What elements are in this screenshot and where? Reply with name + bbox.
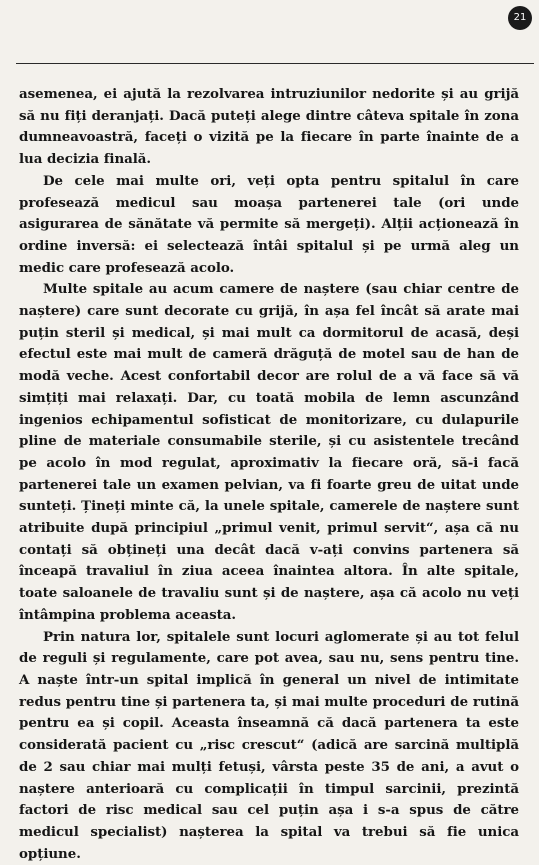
paragraph-birth-rooms: Multe spitale au acum camere de naștere (sau chiar centre de naștere) care sunt decorate cu grijă, în așa fel încât să arate mai puțin steril și medical, și mai mult ca dormitorul de acasă, deși efectul este mai mult de cameră drăguță de motel sau de han de modă veche. Acest confortabil decor are rolul de a vă face să vă simțiți mai relaxați. Dar, cu toată mobila de lemn ascunzând ingenios echipamentul sofisticat de monitorizare, cu dulapurile pline de materiale consumabile sterile, și cu asistentele trecând pe acolo în mod regulat, aproximativ la fiecare oră, să-i facă partenerei tale un examen pelvian, va fi foarte greu de uitat unde sunteți. Țineți minte că, la unele spitale, camerele de naștere sunt atribuite după principiul „primul venit, primul servit“, așa că nu contați să obțineți una decât dacă v-ați convins partenera să înceapă travaliul în ziua aceea înaintea altora. În alte spitale, toate saloanele de travaliu sunt și de naștere, așa că acolo nu veți întâmpina problema aceasta. [19, 281, 519, 623]
paragraph-hospital-choice: De cele mai multe ori, veți opta pentru spitalul în care profesează medicul sau moașa partenerei tale (ori unde asigurarea de sănătate vă permite să mergeți). Alții acționează în ordine inversă: ei selectează întâi spitalul și pe urmă aleg un medic care profesează acolo. [19, 172, 519, 276]
body-text [19, 84, 519, 865]
paragraph-hospital-rules: Prin natura lor, spitalele sunt locuri aglomerate și au tot felul de reguli și regulamente, care pot avea, sau nu, sens pentru tine. A naște într-un spital implică în general un nivel de intimitate redus pentru tine și partenera ta, și mai multe proceduri de rutină pentru ea și copil. Aceasta înseamnă că dacă partenera ta este considerată pacient cu „risc crescut“ (adică are sarcină multiplă de 2 sau chiar mai mulți fetuși, vârsta peste 35 de ani, a avut o naștere anterioară cu complicații în timpul sarcinii, prezintă factori de risc medical sau cel puțin așa i s-a spus de către medicul specialist) nașterea la spital va trebui să fie unica opțiune. [19, 628, 519, 862]
paragraph-continuation: asemenea, ei ajută la rezolvarea intruziunilor nedorite și au grijă să nu fiți deranjați. Dacă puteți alege dintre câteva spitale în zona dumneavoastră, faceți o vizită pe la fiecare în parte înainte de a lua decizia finală. [19, 86, 519, 168]
header-rule [16, 63, 534, 64]
page-number-badge: 21 [508, 6, 532, 30]
